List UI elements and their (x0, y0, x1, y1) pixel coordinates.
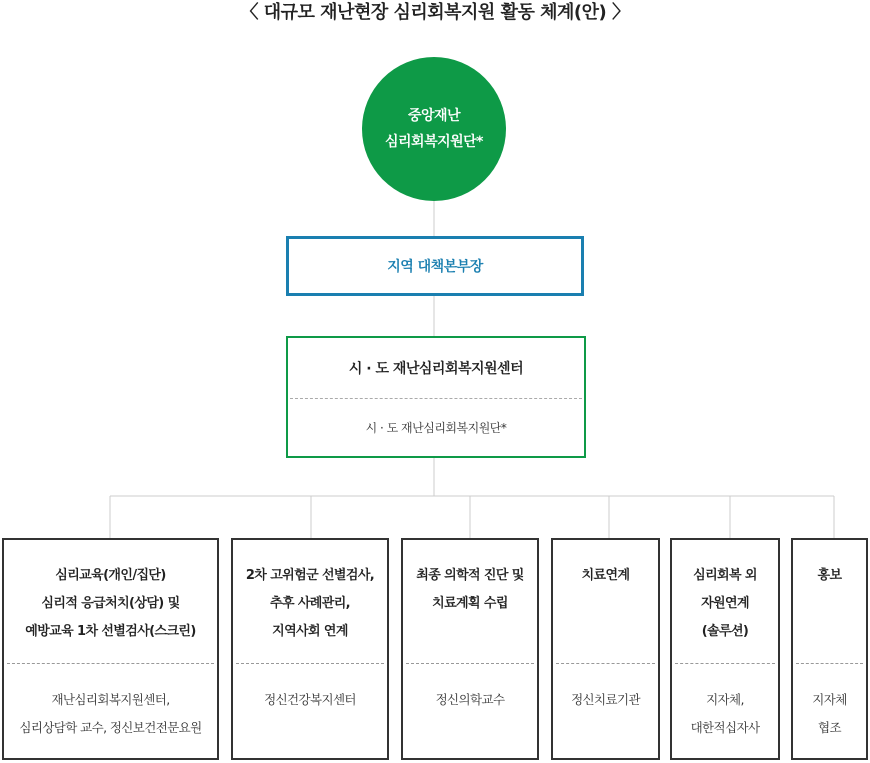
activity-line: 심리적 응급처치(상담) 및 (41, 596, 180, 611)
function-card-1 (2, 538, 219, 760)
actor-line: 협조 (818, 720, 841, 735)
activity-line: 치료연계 (581, 568, 630, 583)
actor-line: 심리상담학 교수, 정신보건전문요원 (19, 720, 202, 735)
provincial-center-box (286, 336, 586, 458)
function-card-3-actors (403, 664, 537, 714)
function-card-6-activities (796, 540, 863, 664)
function-card-4-actors (553, 664, 658, 714)
activity-line: 심리회복 외 (693, 568, 757, 583)
activity-line: 자원연계 (701, 596, 749, 611)
activity-line: 2차 고위험군 선별검사, (245, 568, 375, 583)
regional-hq-box (286, 236, 584, 296)
central-line-2: 심리회복지원단* (385, 134, 483, 150)
function-card-4-activities (556, 540, 655, 664)
function-card-5-activities (675, 540, 775, 664)
actor-line: 정신건강복지센터 (264, 692, 356, 707)
function-card-2 (231, 538, 389, 760)
actor-line: 지자체, (706, 692, 744, 707)
actor-line: 정신의학교수 (435, 692, 505, 707)
activity-line: 예방교육 1차 선별검사(스크린) (25, 624, 196, 639)
function-card-2-actors (233, 664, 387, 714)
diagram-title: 〈 대규모 재난현장 심리회복지원 활동 체계(안) 〉 (240, 2, 630, 23)
function-card-3-activities (406, 540, 534, 664)
function-card-3 (401, 538, 539, 760)
provincial-center-subtitle: 시 · 도 재난심리회복지원단* (365, 421, 507, 435)
provincial-center-title: 시 · 도 재난심리회복지원센터 (290, 338, 582, 399)
activity-line: 지역사회 연계 (272, 624, 348, 639)
function-card-2-activities (236, 540, 384, 664)
function-card-1-actors (4, 664, 217, 742)
function-card-5 (670, 538, 780, 760)
activity-line: 추후 사례관리, (269, 596, 350, 611)
actor-line: 대한적십자사 (690, 720, 760, 735)
activity-line: 최종 의학적 진단 및 (416, 568, 524, 583)
actor-line: 정신치료기관 (571, 692, 640, 707)
central-support-team-circle (362, 57, 506, 201)
central-line-1: 중앙재난 (407, 108, 461, 124)
actor-line: 재난심리회복지원센터, (51, 692, 170, 707)
function-card-5-actors (672, 664, 778, 742)
activity-line: 심리교육(개인/집단) (55, 568, 166, 583)
activity-line: (솔루션) (701, 624, 749, 639)
function-card-6-actors (793, 664, 866, 742)
function-card-1-activities (7, 540, 214, 664)
function-card-4 (551, 538, 660, 760)
activity-line: 치료계획 수립 (432, 596, 508, 611)
regional-hq-label: 지역 대책본부장 (387, 259, 483, 275)
activity-line: 홍보 (817, 568, 842, 583)
function-card-6 (791, 538, 868, 760)
actor-line: 지자체 (812, 692, 847, 707)
